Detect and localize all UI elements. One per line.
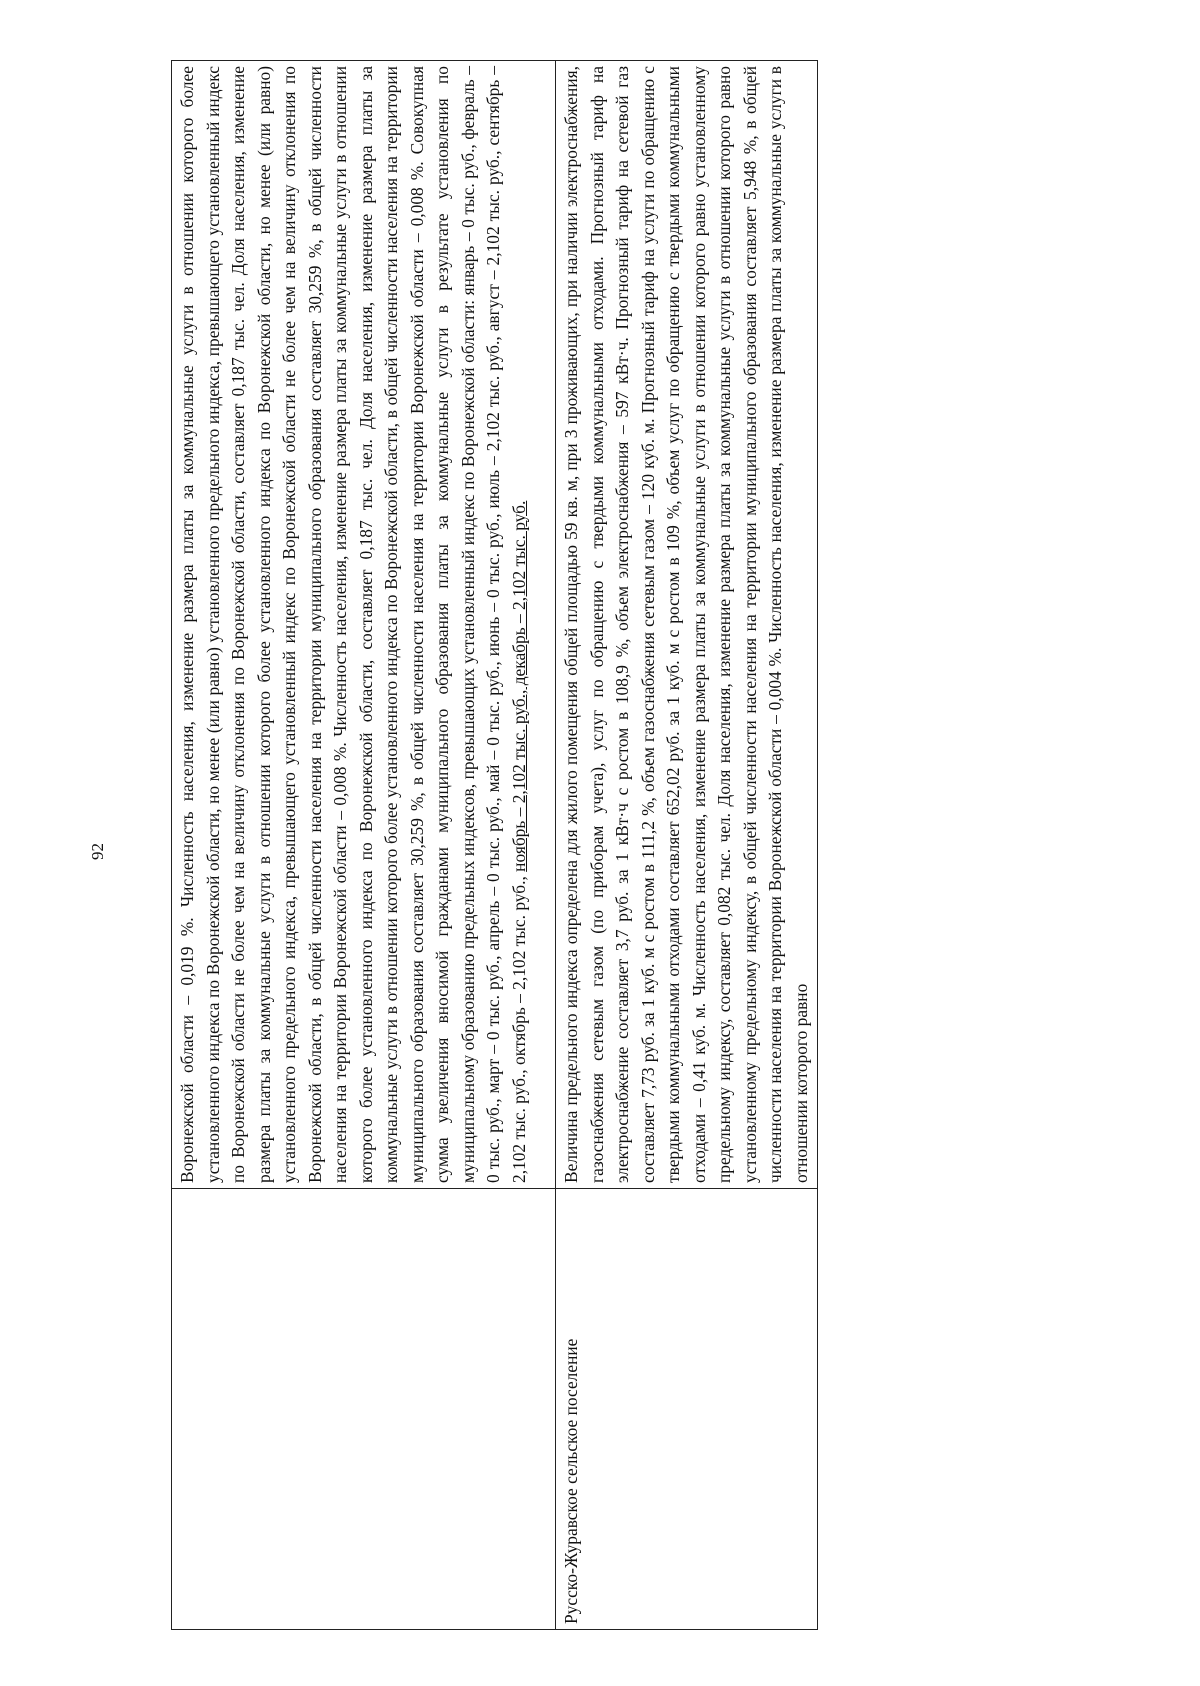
municipality-name-cell	[172, 1189, 556, 1630]
description-text-underlined: ноябрь – 2,102 тыс. руб., декабрь – 2,102 тыс. руб.	[508, 500, 529, 872]
description-text: Величина предельного индекса определена для жилого помещения общей площадью 59 кв. м, при 3 проживающих, при наличии электроснабжения, газоснабжения сетевым газом (по приборам учета), услуг по обращению с твердыми коммунальными отходами. Прогнозный тариф на электроснабжение составляет 3,7 руб. за 1 кВт·ч с ростом в 108,9 %, объем электроснабжения – 597 кВт·ч. Прогнозный тариф на сетевой газ составляет 7,73 руб. за 1 куб. м с ростом в 111,2 %, объем газоснабжения сетевым газом – 120 куб. м. Прогнозный тариф на услуги по обращению с твердыми коммунальными отходами составляет 652,02 руб. за 1 куб. м с ростом в 109 %, объем услуг по обращению с твердыми коммунальными отходами – 0,41 куб. м. Численность населения, изменение размера платы за коммунальные услуги в отношении которого равно установленному предельному индексу, составляет 0,082 тыс. чел. Доля населения, изменение размера платы за коммунальные услуги в отношении которого равно установленному предельному индексу, в общей численности населения на территории муниципального образования составляет 5,948 %, в общей численности населения на территории Воронежской области – 0,004 %. Численность населения, изменение размера платы за коммунальные услуги в отношении которого равно	[561, 66, 811, 1183]
table-row	[556, 61, 818, 1630]
description-cell	[172, 61, 556, 1189]
rotated-table-container	[171, 60, 811, 1630]
description-text: Воронежской области – 0,019 %. Численность населения, изменение размера платы за коммунальные услуги в отношении которого более установленного индекса по Воронежской области, но менее (или равно) установленного предельного индекса, превышающего установленный индекс по Воронежской области не более чем на величину отклонения по Воронежской области, составляет 0,187 тыс. чел. Доля населения, изменение размера платы за коммунальные услуги в отношении которого более установленного индекса по Воронежской области, но менее (или равно) установленного предельного индекса, превышающего установленный индекс по Воронежской области не более чем на величину отклонения по Воронежской области, в общей численности населения на территории муниципального образования составляет 30,259 %, в общей численности населения на территории Воронежской области – 0,008 %. Численность населения, изменение размера платы за коммунальные услуги в отношении которого более установленного индекса по Воронежской области, составляет 0,187 тыс. чел. Доля населения, изменение размера платы за коммунальные услуги в отношении которого более установленного индекса по Воронежской области, в общей численности населения на территории муниципального образования составляет 30,259 %, в общей численности населения на территории Воронежской области – 0,008 %. Совокупная сумма увеличения вносимой гражданами муниципального образования платы за коммунальные услуги в результате установления по муниципальному образованию предельных индексов, превышающих установленный индекс по Воронежской области: январь – 0 тыс. руб., февраль – 0 тыс. руб., март – 0 тыс. руб., апрель – 0 тыс. руб., май – 0 тыс. руб., июнь – 0 тыс. руб., июль – 2,102 тыс. руб., август – 2,102 тыс. руб., сентябрь – 2,102 тыс. руб., октябрь – 2,102 тыс. руб.,	[177, 66, 529, 1183]
description-cell	[556, 61, 818, 1189]
municipal-index-table	[171, 60, 818, 1630]
page-number: 92	[88, 843, 107, 860]
table-row	[172, 61, 556, 1630]
municipality-name-cell: Русско-Журавское сельское поселение	[556, 1189, 818, 1630]
